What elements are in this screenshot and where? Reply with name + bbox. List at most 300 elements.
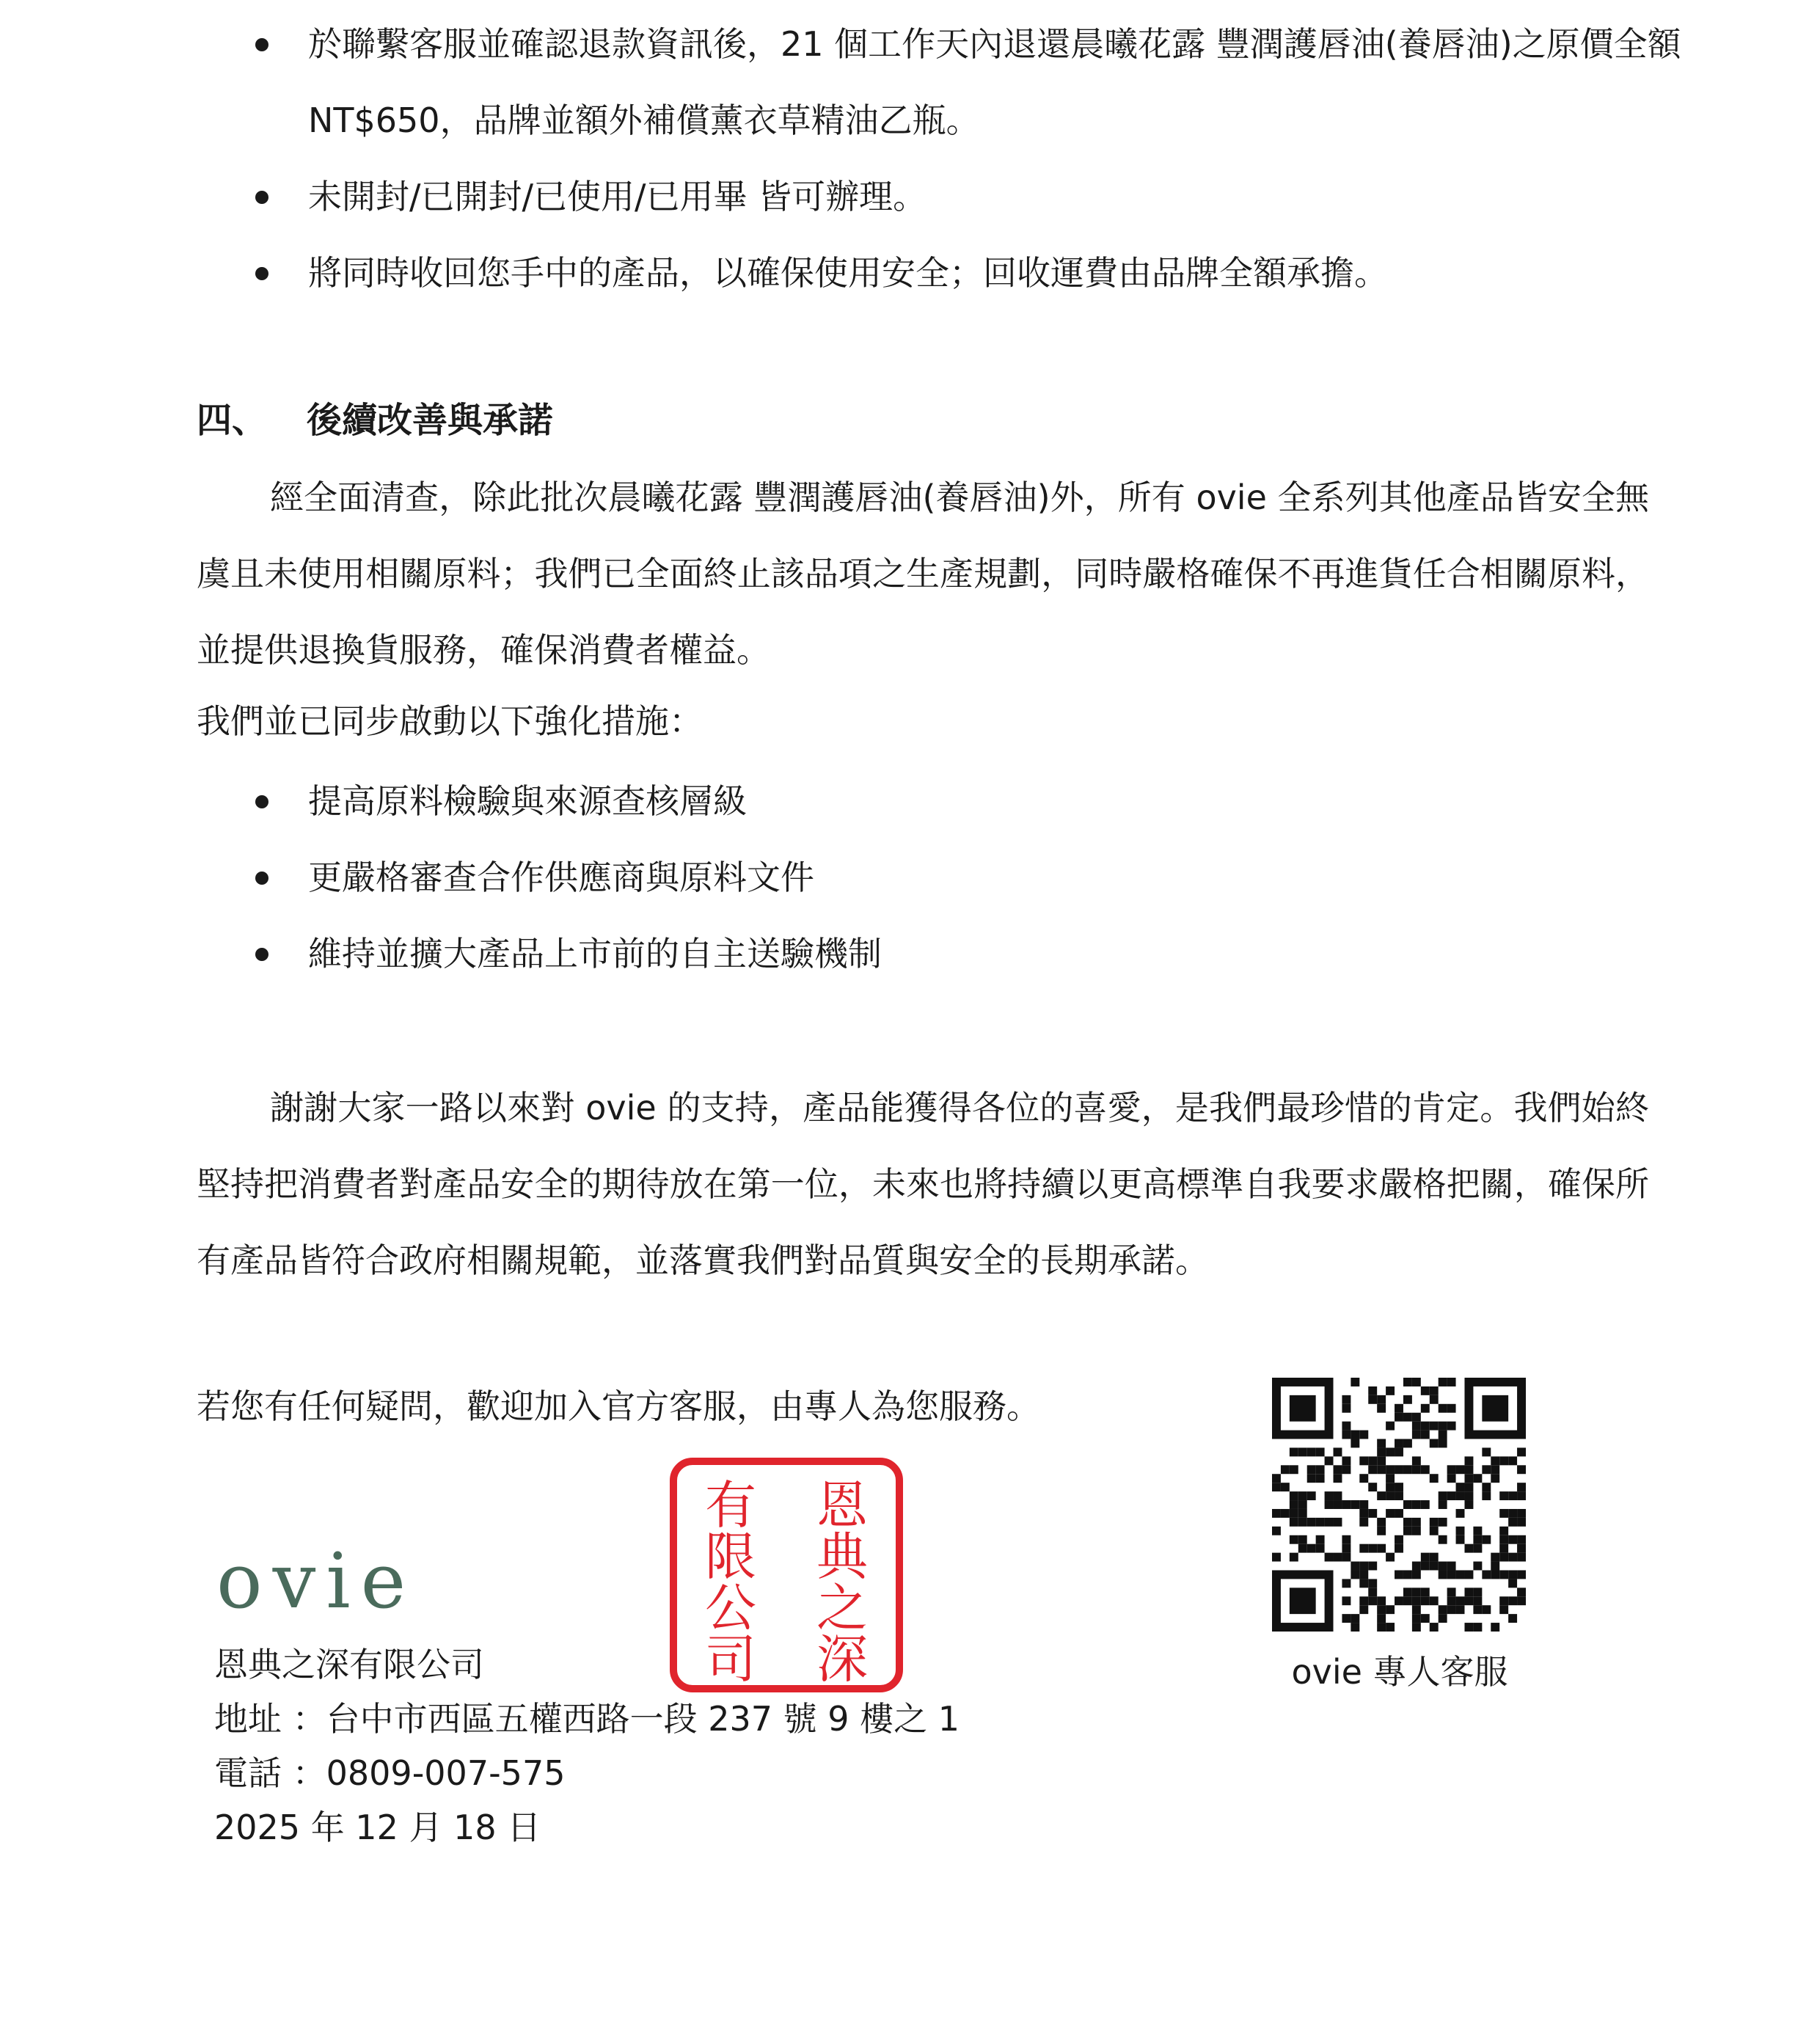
qr-module (1351, 1570, 1359, 1579)
qr-module (1298, 1544, 1307, 1553)
qr-module (1272, 1527, 1281, 1535)
qr-module (1334, 1491, 1342, 1500)
qr-module (1403, 1527, 1412, 1535)
qr-module (1351, 1614, 1359, 1623)
qr-module (1377, 1605, 1386, 1614)
qr-module (1517, 1509, 1526, 1518)
qr-module (1334, 1474, 1342, 1483)
qr-module (1439, 1422, 1447, 1431)
qr-module (1307, 1474, 1316, 1483)
qr-module (1421, 1500, 1430, 1509)
qr-module (1298, 1500, 1307, 1509)
qr-module (1412, 1596, 1421, 1605)
qr-module (1412, 1465, 1421, 1474)
qr-module (1482, 1535, 1491, 1544)
qr-module (1359, 1474, 1368, 1483)
qr-module (1342, 1614, 1351, 1623)
qr-module (1316, 1535, 1325, 1544)
qr-module (1290, 1395, 1316, 1422)
qr-module (1334, 1465, 1342, 1474)
qr-module (1351, 1439, 1359, 1448)
qr-module (1464, 1465, 1473, 1474)
qr-module (1316, 1544, 1325, 1553)
qr-module (1412, 1614, 1421, 1623)
qr-module (1464, 1596, 1473, 1605)
qr-module (1386, 1447, 1395, 1456)
qr-module (1439, 1431, 1447, 1439)
qr-module (1473, 1544, 1482, 1553)
qr-module (1386, 1491, 1395, 1500)
letter-date: 2025 年 12 月 18 日 (214, 1808, 541, 1847)
qr-module (1298, 1509, 1307, 1518)
qr-module (1421, 1614, 1430, 1623)
qr-module (1386, 1422, 1395, 1431)
qr-module (1499, 1456, 1508, 1465)
qr-module (1473, 1623, 1482, 1632)
bullet-text: 提高原料檢驗與來源查核層級 (308, 781, 747, 821)
qr-module (1272, 1483, 1281, 1491)
qr-module (1491, 1623, 1499, 1632)
qr-module (1421, 1465, 1430, 1474)
qr-module (1482, 1465, 1491, 1474)
company-address: 地址 ：台中市西區五權西路一段 237 號 9 樓之 1 (214, 1699, 960, 1739)
qr-module (1395, 1491, 1403, 1500)
qr-module (1359, 1544, 1368, 1553)
qr-module (1499, 1509, 1508, 1518)
qr-module (1290, 1535, 1298, 1544)
qr-module (1464, 1474, 1473, 1483)
qr-module (1281, 1465, 1290, 1474)
qr-module (1517, 1570, 1526, 1579)
qr-module (1439, 1500, 1447, 1509)
qr-module (1290, 1588, 1316, 1614)
qr-module (1325, 1553, 1334, 1562)
qr-module (1342, 1431, 1351, 1439)
thanks-paragraph: 謝謝大家一路以來對 ovie 的支持，產品能獲得各位的喜愛，是我們最珍惜的肯定。我們始終堅持把消費者對產品安全的期待放在第一位，未來也將持續以更高標準自我要求嚴格把關，確保所有產品皆符合政府相關規範，並落實我們對品質與安全的長期承諾。 (197, 1088, 1649, 1280)
qr-module (1464, 1623, 1473, 1632)
list-item (220, 158, 1717, 235)
qr-module (1447, 1588, 1456, 1596)
qr-module (1412, 1623, 1421, 1632)
qr-module (1439, 1439, 1447, 1448)
bullet-text: 未開封/已開封/已使用/已用畢 皆可辦理。 (308, 177, 927, 216)
qr-module (1439, 1518, 1447, 1527)
qr-module (1377, 1614, 1386, 1623)
qr-module (1386, 1483, 1395, 1491)
qr-module (1412, 1422, 1421, 1431)
section-title: 後續改善與承諾 (307, 400, 554, 441)
qr-module (1464, 1456, 1473, 1465)
qr-module (1447, 1422, 1456, 1431)
qr-module (1447, 1465, 1456, 1474)
seal-char: 司 (705, 1629, 756, 1689)
qr-module (1334, 1447, 1342, 1456)
qr-module (1499, 1527, 1508, 1535)
list-item (220, 839, 1482, 916)
qr-module (1368, 1456, 1377, 1465)
qr-module (1430, 1562, 1439, 1571)
qr-module (1421, 1431, 1430, 1439)
qr-module (1517, 1596, 1526, 1605)
qr-module (1439, 1562, 1447, 1571)
qr-module (1447, 1605, 1456, 1614)
qr-module (1482, 1570, 1491, 1579)
section-number: 四、 (197, 400, 268, 441)
qr-module (1368, 1579, 1377, 1588)
qr-module (1307, 1447, 1316, 1456)
qr-module (1517, 1483, 1526, 1491)
qr-module (1307, 1491, 1316, 1500)
qr-module (1298, 1518, 1307, 1527)
qr-module (1290, 1553, 1298, 1562)
qr-module (1316, 1518, 1325, 1527)
qr-module (1359, 1596, 1368, 1605)
qr-module (1342, 1395, 1351, 1404)
company-seal-stamp (669, 1457, 904, 1693)
qr-module (1447, 1378, 1456, 1386)
qr-module (1359, 1509, 1368, 1518)
qr-module (1307, 1518, 1316, 1527)
qr-module (1377, 1518, 1386, 1527)
qr-module (1456, 1570, 1465, 1579)
qr-module (1473, 1596, 1482, 1605)
bullet-icon (255, 191, 268, 204)
qr-module (1395, 1483, 1403, 1491)
qr-module (1272, 1509, 1281, 1518)
list-item (220, 916, 1482, 992)
company-name: 恩典之深有限公司 (214, 1645, 484, 1684)
qr-module (1508, 1491, 1517, 1500)
qr-module (1412, 1500, 1421, 1509)
qr-module (1290, 1500, 1298, 1509)
qr-module (1395, 1596, 1403, 1605)
qr-module (1482, 1447, 1491, 1456)
qr-module (1377, 1596, 1386, 1605)
qr-module (1464, 1500, 1473, 1509)
qr-module (1325, 1491, 1334, 1500)
qr-module (1430, 1518, 1439, 1527)
qr-module (1298, 1447, 1307, 1456)
qr-module (1491, 1456, 1499, 1465)
refund-bullet-list (220, 6, 1717, 311)
qr-module (1499, 1553, 1508, 1562)
seal-char: 典 (816, 1527, 868, 1587)
qr-module (1508, 1579, 1517, 1588)
qr-module (1499, 1605, 1508, 1614)
qr-module (1342, 1404, 1351, 1413)
qr-module (1482, 1491, 1491, 1500)
qr-module (1368, 1596, 1377, 1605)
qr-module (1377, 1456, 1386, 1465)
qr-module (1421, 1404, 1430, 1413)
qr-module (1386, 1386, 1395, 1395)
qr-module (1316, 1474, 1325, 1483)
qr-module (1439, 1404, 1447, 1413)
list-item (220, 6, 1717, 158)
qr-module (1482, 1605, 1491, 1614)
measures-bullet-list (220, 763, 1482, 992)
qr-module (1298, 1535, 1307, 1544)
qr-module (1499, 1535, 1508, 1544)
qr-module (1421, 1562, 1430, 1571)
qr-module (1421, 1553, 1430, 1562)
bullet-text: 維持並擴大產品上市前的自主送驗機制 (308, 934, 882, 973)
qr-module (1342, 1500, 1351, 1509)
seal-char: 之 (816, 1578, 868, 1638)
section-heading (197, 395, 553, 446)
qr-module (1307, 1544, 1316, 1553)
qr-module (1325, 1500, 1334, 1509)
qr-module (1395, 1465, 1403, 1474)
qr-module (1412, 1378, 1421, 1386)
qr-module (1456, 1605, 1465, 1614)
qr-module (1412, 1605, 1421, 1614)
seal-char: 恩 (816, 1475, 868, 1535)
qr-module (1517, 1588, 1526, 1596)
qr-module (1464, 1588, 1473, 1596)
qr-module (1412, 1562, 1421, 1571)
qr-module (1342, 1422, 1351, 1431)
qr-module (1290, 1447, 1298, 1456)
qr-module (1508, 1614, 1517, 1623)
qr-module (1368, 1395, 1377, 1404)
qr-module (1377, 1491, 1386, 1500)
qr-module (1298, 1491, 1307, 1500)
qr-module (1403, 1378, 1412, 1386)
review-paragraph: 經全面清查，除此批次晨曦花露 豐潤護唇油(養唇油)外，所有 ovie 全系列其他產品皆安全無虞且未使用相關原料；我們已全面終止該品項之生產規劃，同時嚴格確保不再進貨任合相關原料，並提供退換貨服務，確保消費者權益。 (197, 478, 1649, 670)
qr-module (1491, 1570, 1499, 1579)
qr-module (1386, 1623, 1395, 1632)
qr-module (1456, 1483, 1465, 1491)
qr-module (1290, 1518, 1298, 1527)
qr-module (1351, 1378, 1359, 1386)
qr-module (1351, 1431, 1359, 1439)
qr-module (1403, 1588, 1412, 1596)
qr-module (1456, 1527, 1465, 1535)
qr-module (1368, 1588, 1377, 1596)
qr-module (1395, 1535, 1403, 1544)
qr-module (1395, 1570, 1403, 1579)
measures-intro: 我們並已同步啟動以下強化措施： (197, 701, 703, 741)
qr-module (1368, 1544, 1377, 1553)
qr-module (1430, 1439, 1439, 1448)
qr-module (1290, 1465, 1298, 1474)
qr-module (1508, 1553, 1517, 1562)
qr-module (1342, 1596, 1351, 1605)
qr-module (1473, 1474, 1482, 1483)
seal-char: 公 (705, 1578, 756, 1638)
qr-module (1403, 1596, 1412, 1605)
qr-module (1499, 1491, 1508, 1500)
qr-module (1334, 1518, 1342, 1527)
qr-module (1430, 1386, 1439, 1395)
qr-module (1456, 1509, 1465, 1518)
qr-module (1377, 1465, 1386, 1474)
qr-module (1377, 1395, 1386, 1404)
ovie-logo: ovie (216, 1536, 417, 1626)
qr-module (1508, 1596, 1517, 1605)
qr-module (1456, 1535, 1465, 1544)
qr-module (1430, 1474, 1439, 1483)
qr-module (1473, 1535, 1482, 1544)
qr-module (1499, 1570, 1508, 1579)
qr-module (1447, 1596, 1456, 1605)
qr-module (1403, 1518, 1412, 1527)
qr-module (1377, 1544, 1386, 1553)
qr-module (1439, 1605, 1447, 1614)
qr-code-icon[interactable] (1272, 1378, 1526, 1632)
qr-module (1473, 1562, 1482, 1571)
qr-module (1439, 1570, 1447, 1579)
qr-module (1412, 1413, 1421, 1422)
qr-module (1517, 1553, 1526, 1562)
bullet-text: 於聯繫客服並確認退款資訊後，21 個工作天內退還晨曦花露 豐潤護唇油(養唇油)之原價全額 NT$650，品牌並額外補償薰衣草精油乙瓶。 (308, 24, 1681, 140)
qr-module (1359, 1500, 1368, 1509)
qr-module (1456, 1491, 1465, 1500)
qr-module (1464, 1570, 1473, 1579)
qr-module (1412, 1456, 1421, 1465)
contact-line: 若您有任何疑問，歡迎加入官方客服，由專人為您服務。 (197, 1386, 1040, 1426)
qr-module (1517, 1491, 1526, 1500)
qr-module (1439, 1614, 1447, 1623)
qr-module (1403, 1413, 1412, 1422)
bullet-icon (255, 795, 268, 808)
list-item (220, 235, 1717, 311)
qr-module (1377, 1527, 1386, 1535)
qr-module (1377, 1404, 1386, 1413)
qr-module (1342, 1535, 1351, 1544)
qr-module (1491, 1465, 1499, 1474)
qr-module (1430, 1395, 1439, 1404)
qr-module (1386, 1553, 1395, 1562)
qr-module (1395, 1439, 1403, 1448)
bullet-icon (255, 872, 268, 885)
qr-module (1491, 1553, 1499, 1562)
qr-module (1482, 1483, 1491, 1491)
qr-module (1272, 1474, 1281, 1483)
qr-module (1316, 1447, 1325, 1456)
seal-char: 有 (705, 1475, 756, 1535)
qr-module (1359, 1570, 1368, 1579)
qr-module (1491, 1474, 1499, 1483)
qr-module (1334, 1553, 1342, 1562)
qr-module (1517, 1518, 1526, 1527)
qr-module (1508, 1456, 1517, 1465)
qr-module (1359, 1431, 1368, 1439)
qr-module (1403, 1395, 1412, 1404)
seal-char: 限 (705, 1527, 756, 1587)
qr-module (1351, 1500, 1359, 1509)
qr-module (1517, 1447, 1526, 1456)
qr-module (1439, 1535, 1447, 1544)
qr-module (1351, 1562, 1359, 1571)
qr-module (1412, 1518, 1421, 1527)
qr-module (1342, 1553, 1351, 1562)
qr-module (1508, 1509, 1517, 1518)
qr-module (1499, 1544, 1508, 1553)
qr-module (1395, 1509, 1403, 1518)
qr-module (1464, 1544, 1473, 1553)
qr-module (1430, 1596, 1439, 1605)
qr-module (1325, 1518, 1334, 1527)
bullet-icon (255, 38, 268, 51)
qr-module (1412, 1588, 1421, 1596)
qr-module (1386, 1605, 1395, 1614)
qr-module (1447, 1562, 1456, 1571)
qr-module (1403, 1439, 1412, 1448)
bullet-icon (255, 948, 268, 961)
qr-module (1368, 1562, 1377, 1571)
qr-module (1386, 1465, 1395, 1474)
qr-module (1517, 1535, 1526, 1544)
qr-module (1508, 1535, 1517, 1544)
qr-module (1517, 1465, 1526, 1474)
qr-module (1281, 1509, 1290, 1518)
company-phone: 電話 ：0809-007-575 (214, 1753, 566, 1793)
seal-char: 深 (816, 1629, 868, 1689)
qr-module (1517, 1544, 1526, 1553)
qr-module (1272, 1553, 1281, 1562)
qr-module (1508, 1570, 1517, 1579)
qr-module (1439, 1491, 1447, 1500)
qr-module (1386, 1474, 1395, 1483)
qr-module (1421, 1596, 1430, 1605)
qr-module (1359, 1562, 1368, 1571)
qr-module (1464, 1491, 1473, 1500)
qr-module (1456, 1465, 1465, 1474)
qr-module (1447, 1474, 1456, 1483)
qr-module (1499, 1596, 1508, 1605)
qr-module (1430, 1553, 1439, 1562)
qr-module (1342, 1465, 1351, 1474)
qr-module (1377, 1439, 1386, 1448)
qr-module (1421, 1588, 1430, 1596)
qr-module (1359, 1579, 1368, 1588)
qr-module (1359, 1456, 1368, 1465)
qr-module (1473, 1605, 1482, 1614)
qr-module (1290, 1491, 1298, 1500)
qr-module (1377, 1623, 1386, 1632)
qr-module (1377, 1447, 1386, 1456)
qr-module (1508, 1518, 1517, 1527)
qr-module (1368, 1483, 1377, 1491)
qr-module (1430, 1422, 1439, 1431)
qr-module (1430, 1623, 1439, 1632)
list-item (220, 763, 1482, 839)
qr-caption: ovie 專人客服 (1291, 1652, 1508, 1692)
qr-module (1403, 1500, 1412, 1509)
qr-module (1473, 1588, 1482, 1596)
qr-module (1316, 1465, 1325, 1474)
qr-module (1412, 1527, 1421, 1535)
qr-module (1430, 1527, 1439, 1535)
qr-module (1421, 1386, 1430, 1395)
qr-module (1403, 1570, 1412, 1579)
bullet-text: 將同時收回您手中的產品，以確保使用安全；回收運費由品牌全額承擔。 (308, 253, 1388, 293)
qr-module (1342, 1456, 1351, 1465)
qr-module (1342, 1579, 1351, 1588)
qr-module (1351, 1623, 1359, 1632)
qr-module (1290, 1509, 1298, 1518)
qr-module (1281, 1483, 1290, 1491)
qr-module (1368, 1509, 1377, 1518)
qr-module (1395, 1447, 1403, 1456)
qr-module (1307, 1465, 1316, 1474)
qr-module (1412, 1431, 1421, 1439)
qr-module (1368, 1386, 1377, 1395)
bullet-text: 更嚴格審查合作供應商與原料文件 (308, 858, 814, 897)
qr-module (1439, 1378, 1447, 1386)
